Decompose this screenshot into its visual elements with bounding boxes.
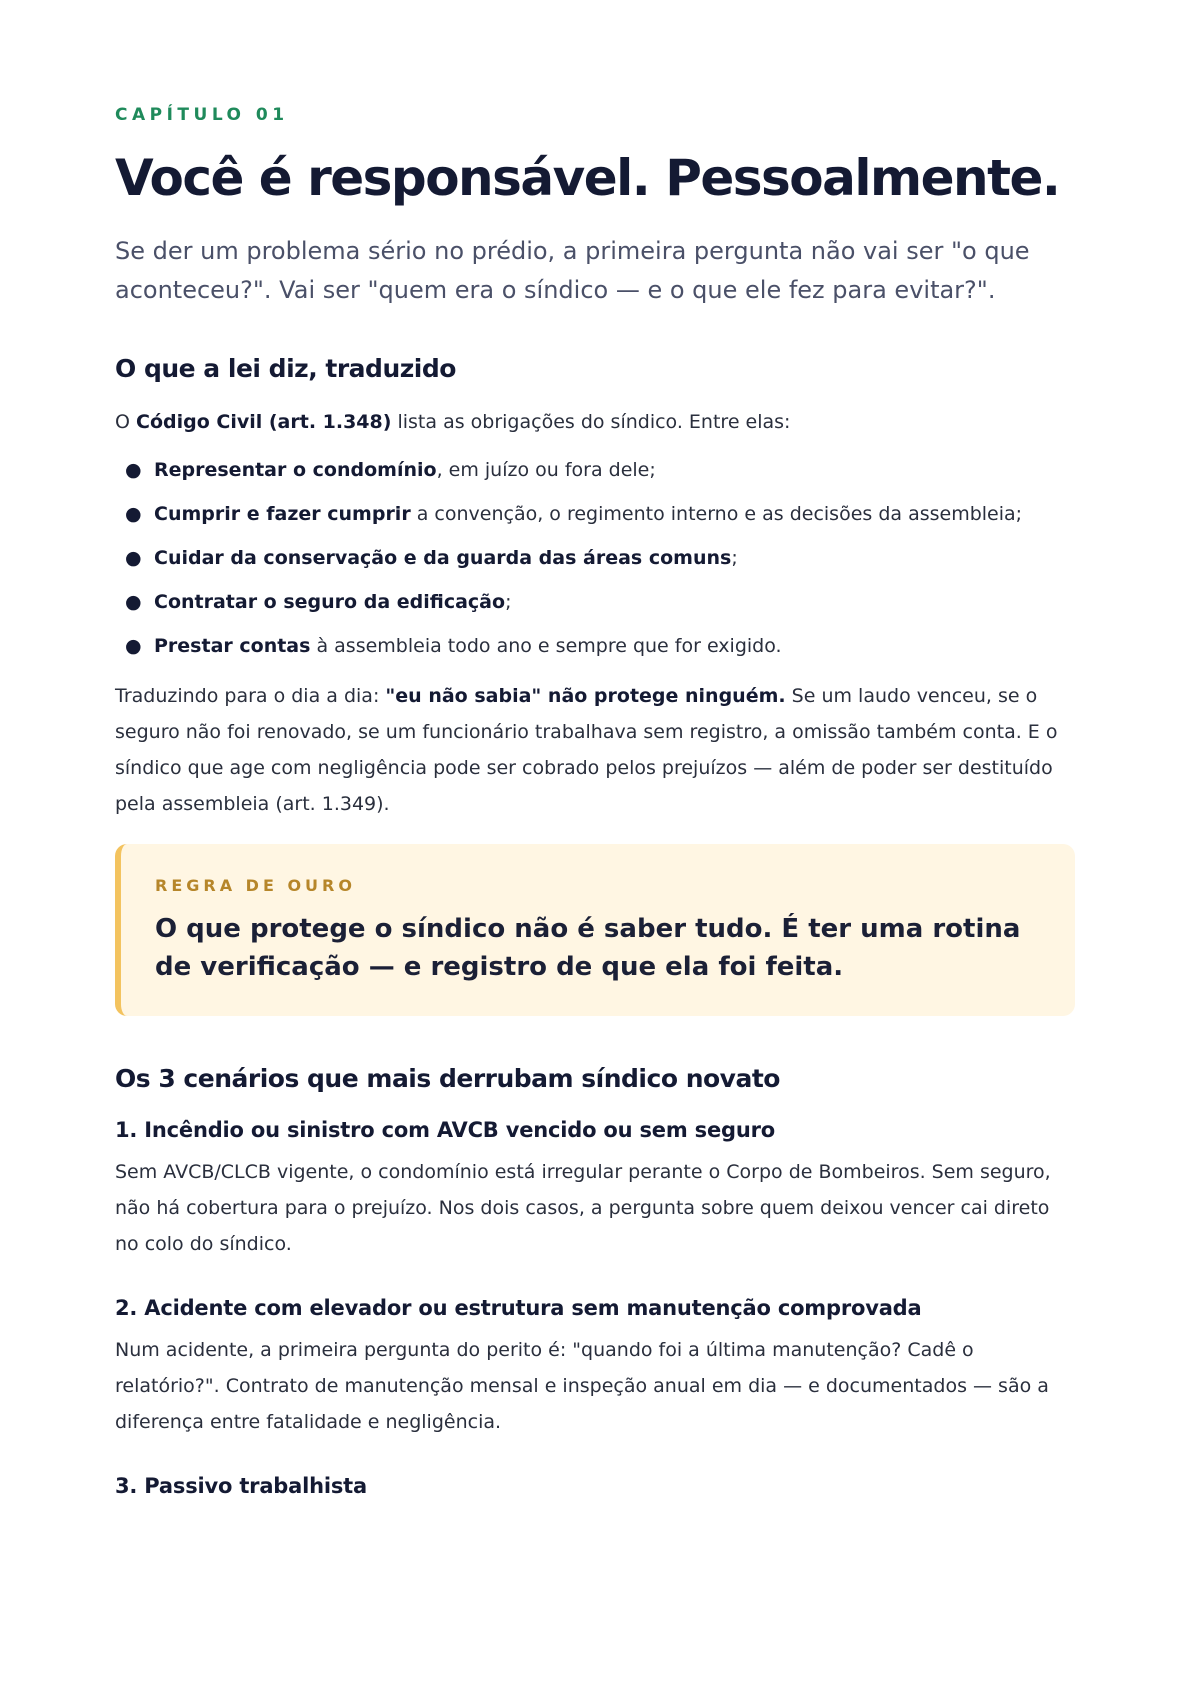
callout-text: O que protege o síndico não é saber tudo. É ter uma rotina de verificação — e registro de que ela foi feita.: [155, 914, 1021, 982]
scenario-title: 1. Incêndio ou sinistro com AVCB vencido ou sem seguro: [115, 1118, 775, 1142]
list-item-bold: Representar o condomínio: [154, 459, 437, 481]
bullet-icon: ●: [125, 503, 142, 525]
law-section-heading: O que a lei diz, traduzido: [115, 354, 456, 383]
list-item-text: ;: [505, 591, 512, 613]
list-item-text: a convenção, o regimento interno e as decisões da assembleia;: [410, 503, 1023, 525]
translation-suffix: Se um laudo venceu, se o seguro não foi renovado, se um funcionário trabalhava sem registro, a omissão também conta. E o síndico que age com negligência pode ser cobrado pelos prejuízos — além de poder ser destituído pela assembleia (art. 1.349).: [115, 685, 1058, 815]
scenario-body: Sem AVCB/CLCB vigente, o condomínio está irregular perante o Corpo de Bombeiros. Sem seguro, não há cobertura para o prejuízo. Nos dois casos, a pergunta sobre quem deixou vencer cai direto no colo do síndico.: [115, 1161, 1051, 1255]
scenarios-heading: Os 3 cenários que mais derrubam síndico novato: [115, 1064, 780, 1093]
bullet-icon: ●: [125, 591, 142, 613]
law-intro-prefix: O: [115, 411, 136, 433]
translation-prefix: Traduzindo para o dia a dia:: [115, 685, 386, 707]
translation-bold: "eu não sabia" não protege ninguém.: [385, 685, 786, 707]
list-item: [115, 492, 1075, 536]
chapter-eyebrow: CAPÍTULO 01: [115, 105, 289, 125]
scenario-title: 3. Passivo trabalhista: [115, 1474, 367, 1498]
law-intro-suffix: lista as obrigações do síndico. Entre elas:: [391, 411, 791, 433]
list-item-text: à assembleia todo ano e sempre que for exigido.: [310, 635, 782, 657]
law-intro-bold: Código Civil (art. 1.348): [136, 411, 392, 433]
lead-paragraph: Se der um problema sério no prédio, a primeira pergunta não vai ser "o que aconteceu?". Vai ser "quem era o síndico — e o que ele fez para evitar?".: [115, 237, 1030, 304]
scenario-title: 2. Acidente com elevador ou estrutura sem manutenção comprovada: [115, 1296, 922, 1320]
list-item-text: , em juízo ou fora dele;: [436, 459, 656, 481]
scenario-body: Num acidente, a primeira pergunta do perito é: "quando foi a última manutenção? Cadê o relatório?". Contrato de manutenção mensal e inspeção anual em dia — e documentados — são a diferença entre fatalidade e negligência.: [115, 1339, 1049, 1433]
list-item-bold: Cumprir e fazer cumprir: [154, 503, 411, 525]
list-item-bold: Cuidar da conservação e da guarda das áreas comuns: [154, 547, 732, 569]
callout-label: REGRA DE OURO: [155, 876, 356, 895]
bullet-icon: ●: [125, 547, 142, 569]
bullet-icon: ●: [125, 635, 142, 657]
scenario-block: [115, 1114, 1075, 1262]
list-item: [115, 624, 1075, 668]
page-title: Você é responsável. Pessoalmente.: [115, 149, 1060, 207]
golden-rule-callout: [115, 844, 1075, 1016]
obligations-list: [115, 448, 1075, 668]
bullet-icon: ●: [125, 459, 142, 481]
scenario-block: [115, 1470, 1075, 1502]
list-item: [115, 448, 1075, 492]
law-intro: [115, 404, 1075, 440]
list-item: [115, 536, 1075, 580]
list-item-bold: Contratar o seguro da edificação: [154, 591, 506, 613]
list-item: [115, 580, 1075, 624]
translation-paragraph: [115, 678, 1075, 822]
list-item-bold: Prestar contas: [154, 635, 311, 657]
list-item-text: ;: [731, 547, 738, 569]
scenario-block: [115, 1292, 1075, 1440]
